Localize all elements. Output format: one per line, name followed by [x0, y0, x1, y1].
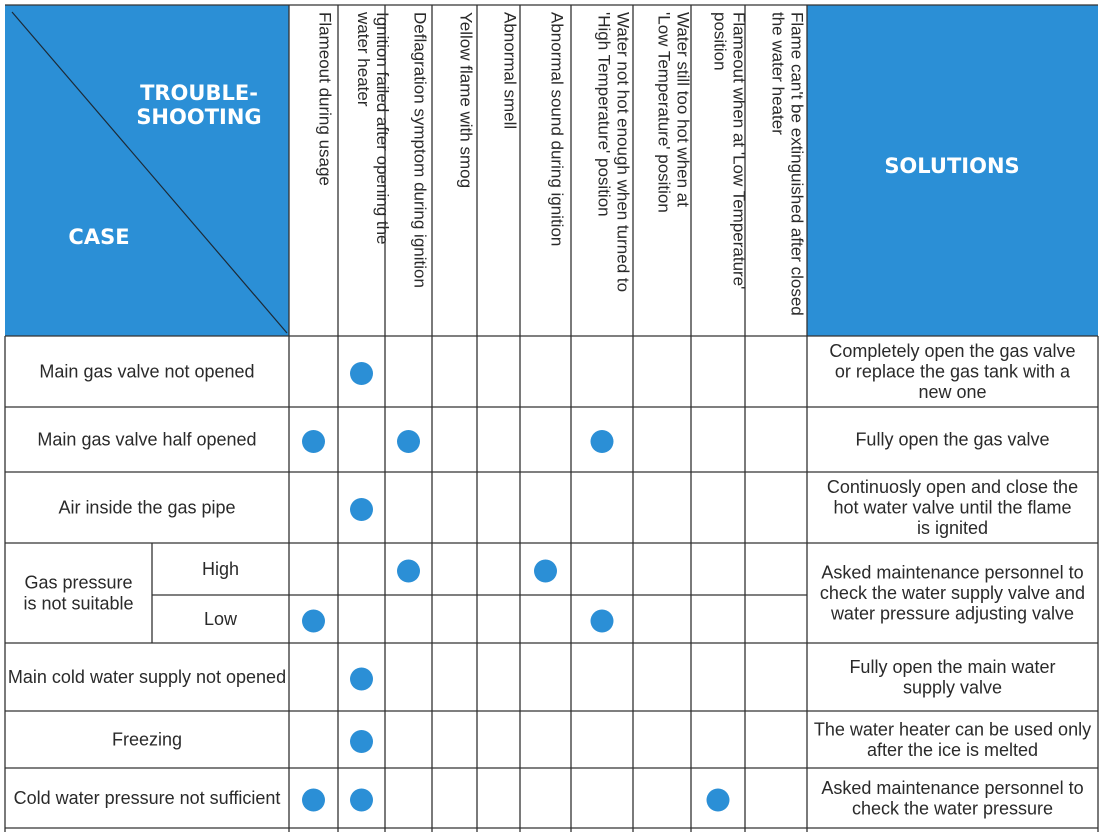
solution-text: The water heater can be used only [813, 719, 1092, 740]
solution-text: Asked maintenance personnel to [821, 777, 1084, 798]
case-label: Gas pressure [24, 572, 133, 593]
solution-text: water pressure adjusting valve [830, 603, 1075, 624]
symptom-dot [350, 730, 373, 753]
symptom-header-label: Abnormal smell [500, 12, 520, 130]
symptom-dot [350, 668, 373, 691]
symptom-dot [397, 430, 420, 453]
symptom-dot [302, 430, 325, 453]
symptom-header-label: Water not hot enough when turned to [613, 12, 633, 293]
troubleshooting-label: SHOOTING [136, 105, 262, 129]
symptom-header-label: 'High Temperature' position [594, 12, 614, 217]
solution-text: Completely open the gas valve [829, 341, 1076, 361]
case-label: Air inside the gas pipe [58, 497, 236, 518]
case-label: is not suitable [23, 593, 134, 614]
solution-text: check the water supply valve and [819, 583, 1086, 603]
solution-text: Fully open the main water [849, 656, 1056, 677]
symptom-header-label: Ignition failed after opening the [373, 12, 392, 245]
subcase-label: High [201, 559, 240, 579]
solution-text: Continuosly open and close the [826, 477, 1079, 497]
solution-text: or replace the gas tank with a [834, 361, 1071, 382]
case-label: CASE [68, 225, 130, 249]
symptom-header-label: 'Low Temperature' position [654, 12, 674, 213]
symptom-dot [707, 789, 730, 812]
solutions-label: SOLUTIONS [884, 154, 1020, 178]
case-label: Main gas valve half opened [37, 429, 257, 450]
case-label: Main cold water supply not opened [7, 667, 287, 687]
subcase-label: Low [203, 609, 238, 629]
symptom-header-label: Flame can't be extinguished after closed [787, 12, 807, 316]
solution-text: supply valve [902, 677, 1003, 698]
symptom-dot [302, 789, 325, 812]
symptom-header-label: position [710, 12, 730, 71]
symptom-header-label: Abnormal sound during ignition [547, 12, 567, 247]
case-label: Main gas valve not opened [39, 361, 255, 382]
symptom-dot [397, 560, 420, 583]
symptom-dot [350, 362, 373, 385]
symptom-header-label: Flameout during usage [315, 12, 335, 186]
symptom-header-label: Water still too hot when at [673, 12, 693, 207]
solution-text: hot water valve until the flame [833, 497, 1072, 518]
symptom-dot [350, 789, 373, 812]
symptom-dot [302, 610, 325, 633]
symptom-header-label: water heater [354, 12, 373, 107]
solution-text: after the ice is melted [866, 739, 1039, 760]
solution-text: new one [918, 382, 987, 402]
symptom-dot [591, 430, 614, 453]
symptom-dot [591, 610, 614, 633]
solution-text: Asked maintenance personnel to [821, 562, 1084, 583]
symptom-header-label: Deflagration symptom during ignition [410, 12, 430, 288]
symptom-header-label: the water heater [768, 12, 788, 135]
symptom-dot [534, 560, 557, 583]
solution-text: Fully open the gas valve [855, 429, 1050, 450]
case-label: Cold water pressure not sufficient [13, 788, 281, 808]
troubleshooting-label: TROUBLE- [140, 81, 258, 105]
symptom-header-label: Yellow flame with smog [456, 12, 476, 189]
case-label: Freezing [111, 729, 183, 750]
symptom-header-label: Flameout when at 'Low Temperature' [729, 12, 749, 290]
symptom-dot [350, 498, 373, 521]
solution-text: is ignited [916, 518, 989, 538]
solution-text: check the water pressure [851, 798, 1054, 819]
